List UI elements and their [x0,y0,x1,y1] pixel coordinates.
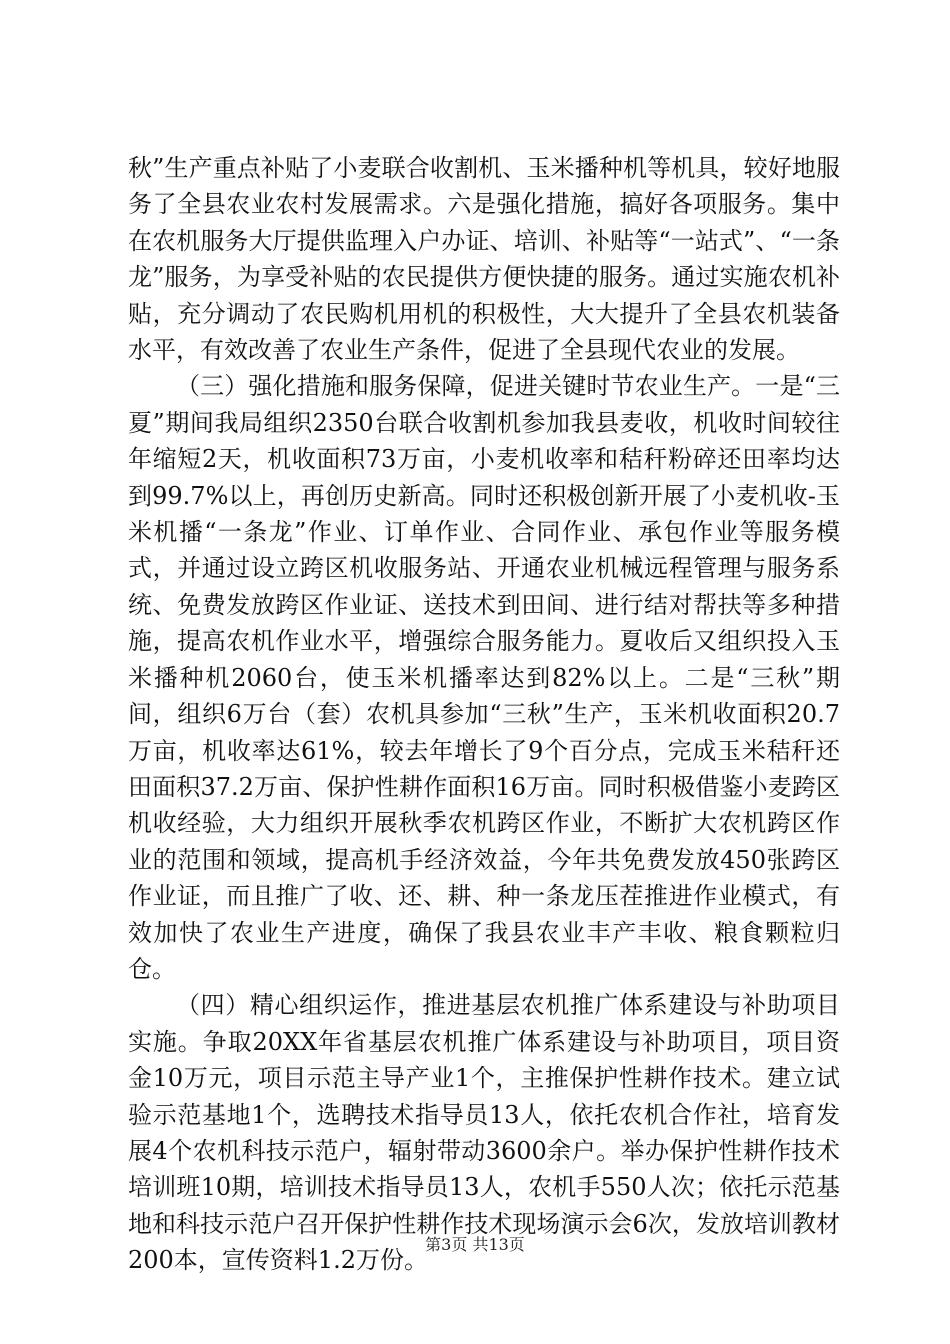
paragraph-subsidy-services: 秋”生产重点补贴了小麦联合收割机、玉米播种机等机具，较好地服务了全县农业农村发展需求。六是强化措施，搞好各项服务。集中在农机服务大厅提供监理入户办证、培训、补贴等“一站式”、“一条龙”服务，为享受补贴的农民提供方便快捷的服务。通过实施农机补贴，充分调动了农民购机用机的积极性，大大提升了全县农机装备水平，有效改善了农业生产条件，促进了全县现代农业的发展。 [128,154,840,365]
paragraph-extension-system-project: （四）精心组织运作，推进基层农机推广体系建设与补助项目实施。争取20XX年省基层农机推广体系建设与补助项目，项目资金10万元，项目示范主导产业1个，主推保护性耕作技术。建立试验示范基地1个，选聘技术指导员13人，依托农机合作社，培育发展4个农机科技示范户，辐射带动3600余户。举办保护性耕作技术培训班10期，培训技术指导员13人，农机手550人次；依托示范基地和科技示范户召开保护性耕作技术现场演示会6次，发放培训教材200本，宣传资料1.2万份。 [128,991,840,1275]
document-body [128,150,840,1279]
page-number-footer: 第3页 共13页 [425,1235,525,1254]
paragraph-key-season-production: （三）强化措施和服务保障，促进关键时节农业生产。一是“三夏”期间我局组织2350台联合收割机参加我县麦收，机收时间较往年缩短2天，机收面积73万亩，小麦机收率和秸秆粉碎还田率均达到99.7%以上，再创历史新高。同时还积极创新开展了小麦机收-玉米机播“一条龙”作业、订单作业、合同作业、承包作业等服务模式，并通过设立跨区机收服务站、开通农业机械远程管理与服务系统、免费发放跨区作业证、送技术到田间、进行结对帮扶等多种措施，提高农机作业水平，增强综合服务能力。夏收后又组织投入玉米播种机2060台，使玉米机播率达到82%以上。二是“三秋”期间，组织6万台（套）农机具参加“三秋”生产，玉米机收面积20.7万亩，机收率达61%，较去年增长了9个百分点，完成玉米秸秆还田面积37.2万亩、保护性耕作面积16万亩。同时积极借鉴小麦跨区机收经验，大力组织开展秋季农机跨区作业，不断扩大农机跨区作业的范围和领域，提高机手经济效益，今年共免费发放450张跨区作业证，而且推广了收、还、耕、种一条龙压茬推进作业模式，有效加快了农业生产进度，确保了我县农业丰产丰收、粮食颗粒归仓。 [128,372,840,983]
